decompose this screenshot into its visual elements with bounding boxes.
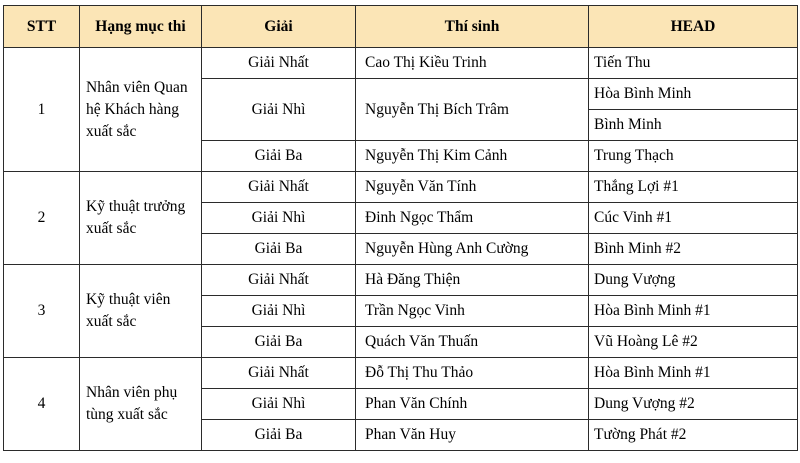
award-cell: Giải Nhất [202, 48, 356, 79]
head-cell: Bình Minh [589, 110, 798, 141]
header-category: Hạng mục thi [80, 6, 202, 48]
candidate-cell: Nguyễn Thị Bích Trâm [356, 79, 589, 141]
category-cell: Kỹ thuật trưởng xuất sắc [80, 172, 202, 265]
award-cell: Giải Ba [202, 234, 356, 265]
head-cell: Cúc Vinh #1 [589, 203, 798, 234]
head-cell: Tiến Thu [589, 48, 798, 79]
stt-cell: 4 [4, 358, 80, 451]
category-cell: Nhân viên phụ tùng xuất sắc [80, 358, 202, 451]
header-candidate: Thí sinh [356, 6, 589, 48]
candidate-cell: Nguyễn Thị Kim Cảnh [356, 141, 589, 172]
head-cell: Vũ Hoàng Lê #2 [589, 327, 798, 358]
stt-cell: 1 [4, 48, 80, 172]
head-cell: Bình Minh #2 [589, 234, 798, 265]
candidate-cell: Đinh Ngọc Thẩm [356, 203, 589, 234]
head-cell: Dung Vượng [589, 265, 798, 296]
table-row [4, 265, 798, 296]
candidate-cell: Cao Thị Kiều Trinh [356, 48, 589, 79]
stt-cell: 2 [4, 172, 80, 265]
header-stt: STT [4, 6, 80, 48]
candidate-cell: Quách Văn Thuấn [356, 327, 589, 358]
award-cell: Giải Nhất [202, 358, 356, 389]
candidate-cell: Nguyễn Hùng Anh Cường [356, 234, 589, 265]
award-cell: Giải Ba [202, 420, 356, 451]
candidate-cell: Đỗ Thị Thu Thảo [356, 358, 589, 389]
award-cell: Giải Nhì [202, 389, 356, 420]
head-cell: Dung Vượng #2 [589, 389, 798, 420]
stt-cell: 3 [4, 265, 80, 358]
head-cell: Thắng Lợi #1 [589, 172, 798, 203]
award-cell: Giải Ba [202, 141, 356, 172]
candidate-cell: Phan Văn Chính [356, 389, 589, 420]
award-cell: Giải Nhì [202, 203, 356, 234]
candidate-cell: Phan Văn Huy [356, 420, 589, 451]
header-row [4, 6, 798, 48]
head-cell: Hòa Bình Minh #1 [589, 296, 798, 327]
head-cell: Hòa Bình Minh [589, 79, 798, 110]
candidate-cell: Trần Ngọc Vinh [356, 296, 589, 327]
header-award: Giải [202, 6, 356, 48]
award-cell: Giải Ba [202, 327, 356, 358]
award-cell: Giải Nhì [202, 79, 356, 141]
category-cell: Nhân viên Quan hệ Khách hàng xuất sắc [80, 48, 202, 172]
category-cell: Kỹ thuật viên xuất sắc [80, 265, 202, 358]
head-cell: Trung Thạch [589, 141, 798, 172]
candidate-cell: Hà Đăng Thiện [356, 265, 589, 296]
award-cell: Giải Nhì [202, 296, 356, 327]
head-cell: Tường Phát #2 [589, 420, 798, 451]
candidate-cell: Nguyễn Văn Tính [356, 172, 589, 203]
table-row [4, 48, 798, 79]
table-row [4, 172, 798, 203]
award-cell: Giải Nhất [202, 265, 356, 296]
header-head: HEAD [589, 6, 798, 48]
awards-table [3, 5, 798, 451]
head-cell: Hòa Bình Minh #1 [589, 358, 798, 389]
award-cell: Giải Nhất [202, 172, 356, 203]
table-row [4, 358, 798, 389]
